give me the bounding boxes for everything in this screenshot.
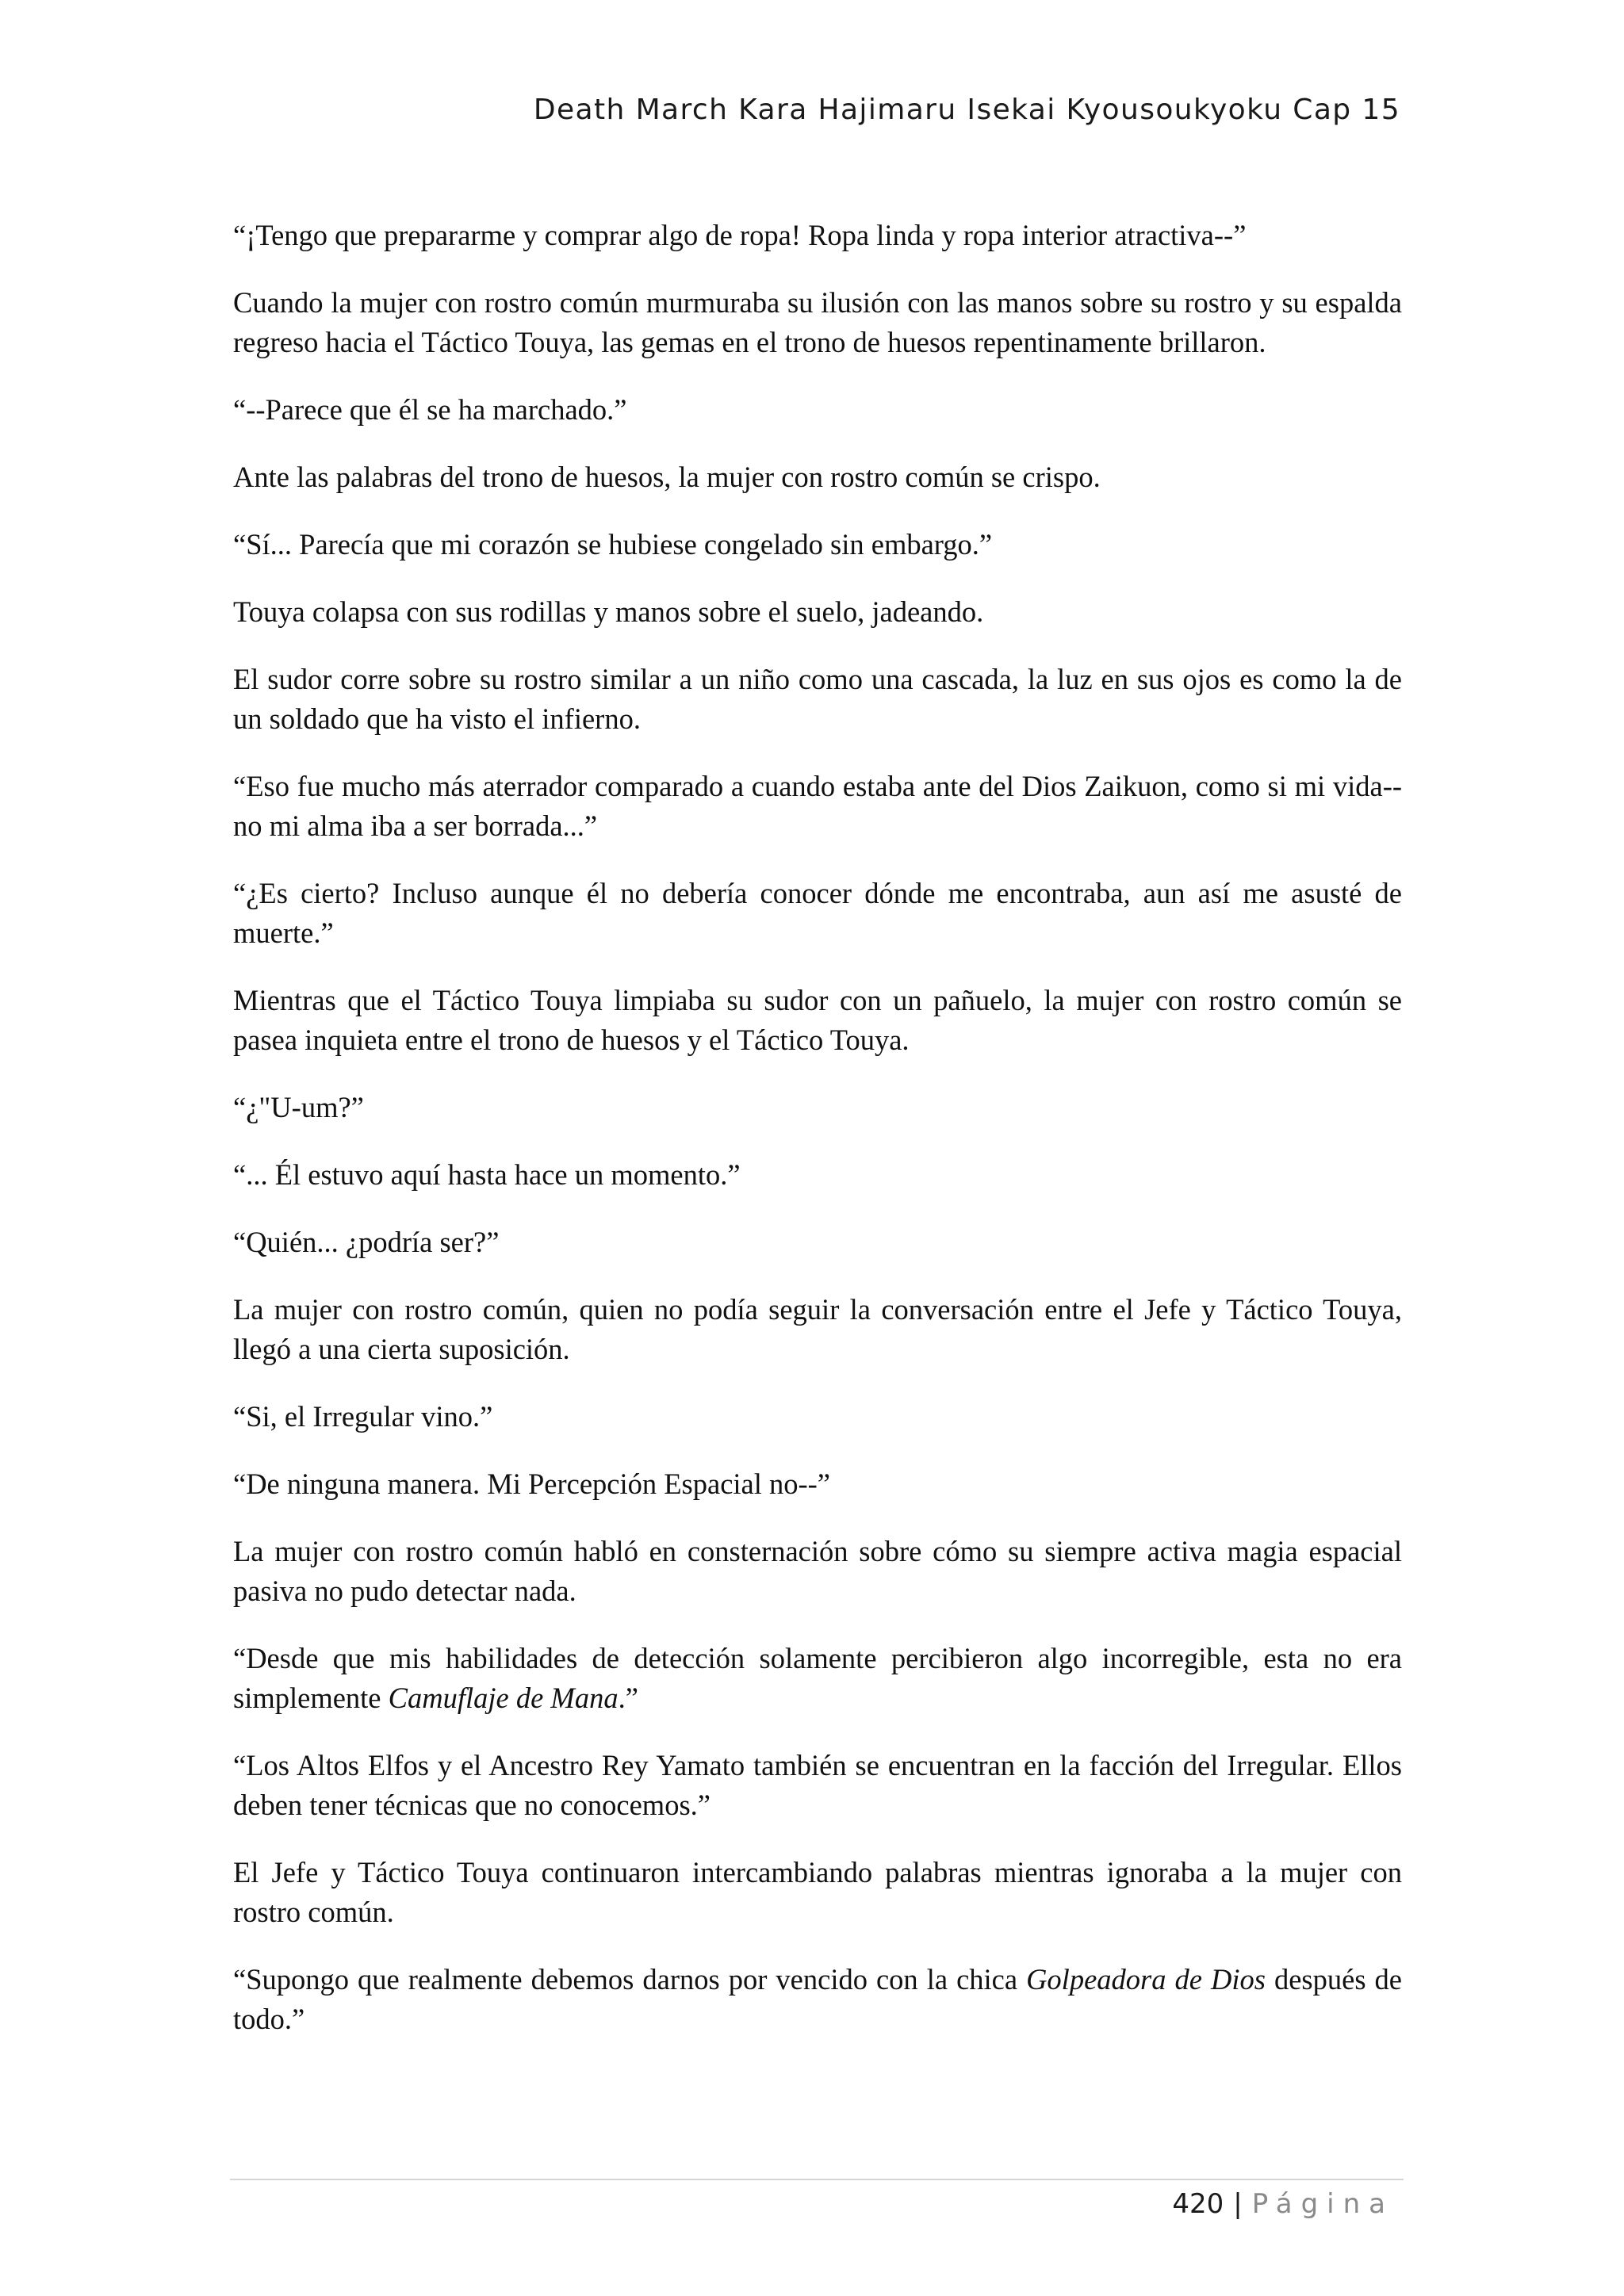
paragraph bbox=[233, 874, 1402, 953]
paragraph bbox=[233, 660, 1402, 739]
paragraph bbox=[233, 457, 1402, 497]
paragraph bbox=[233, 525, 1402, 564]
paragraph bbox=[233, 1464, 1402, 1504]
text-segment: “¿Es cierto? Incluso aunque él no debería conocer dónde me encontraba, aun así me asusté de muerte.” bbox=[233, 877, 1402, 949]
text-segment: “--Parece que él se ha marchado.” bbox=[233, 393, 627, 426]
footer-separator: | bbox=[1233, 2188, 1243, 2220]
paragraph bbox=[233, 1397, 1402, 1437]
paragraph bbox=[233, 1639, 1402, 1718]
text-segment: “Los Altos Elfos y el Ancestro Rey Yamato también se encuentran en la facción del Irregular. Ellos deben tener técnicas que no conocemos.” bbox=[233, 1749, 1402, 1821]
paragraph bbox=[233, 1223, 1402, 1262]
paragraph bbox=[233, 592, 1402, 632]
text-segment: “... Él estuvo aquí hasta hace un momento.” bbox=[233, 1158, 741, 1191]
text-segment: “Supongo que realmente debemos darnos por vencido con la chica bbox=[233, 1963, 1027, 1996]
text-segment: Ante las palabras del trono de huesos, la mujer con rostro común se crispo. bbox=[233, 461, 1101, 493]
paragraph bbox=[233, 283, 1402, 362]
text-segment: “¿"U-um?” bbox=[233, 1091, 364, 1123]
paragraph bbox=[233, 1853, 1402, 1932]
text-segment: La mujer con rostro común, quien no podía seguir la conversación entre el Jefe y Táctico Touya, llegó a una cierta suposición. bbox=[233, 1293, 1402, 1365]
paragraph bbox=[233, 1532, 1402, 1611]
italic-term: Golpeadora de Dios bbox=[1026, 1963, 1266, 1996]
paragraph bbox=[233, 1290, 1402, 1369]
text-segment: “Eso fue mucho más aterrador comparado a cuando estaba ante del Dios Zaikuon, como si mi vida--no mi alma iba a ser borrada...” bbox=[233, 770, 1402, 842]
text-segment: “De ninguna manera. Mi Percepción Espacial no--” bbox=[233, 1468, 831, 1500]
text-segment: Cuando la mujer con rostro común murmuraba su ilusión con las manos sobre su rostro y su espalda regreso hacia el Táctico Touya, las gemas en el trono de huesos repentinamente brillaron. bbox=[233, 286, 1402, 358]
text-segment: El sudor corre sobre su rostro similar a un niño como una cascada, la luz en sus ojos es como la de un soldado que ha visto el infierno. bbox=[233, 663, 1402, 735]
paragraph bbox=[233, 767, 1402, 846]
text-segment: “¡Tengo que prepararme y comprar algo de ropa! Ropa linda y ropa interior atractiva--” bbox=[233, 219, 1247, 251]
text-segment: “Sí... Parecía que mi corazón se hubiese congelado sin embargo.” bbox=[233, 528, 993, 561]
text-segment: Mientras que el Táctico Touya limpiaba su sudor con un pañuelo, la mujer con rostro común se pasea inquieta entre el trono de huesos y el Táctico Touya. bbox=[233, 984, 1402, 1056]
body-text bbox=[233, 216, 1402, 2067]
paragraph bbox=[233, 1960, 1402, 2039]
italic-term: Camuflaje de Mana bbox=[388, 1682, 619, 1714]
text-segment: “Quién... ¿podría ser?” bbox=[233, 1226, 500, 1258]
text-segment: La mujer con rostro común habló en consternación sobre cómo su siempre activa magia espacial pasiva no pudo detectar nada. bbox=[233, 1535, 1402, 1607]
text-segment: después de todo.” bbox=[233, 1963, 1402, 2035]
paragraph bbox=[233, 981, 1402, 1060]
paragraph bbox=[233, 1088, 1402, 1127]
paragraph bbox=[233, 1155, 1402, 1195]
paragraph bbox=[233, 390, 1402, 430]
page-label: Página bbox=[1251, 2188, 1394, 2220]
page-number: 420 bbox=[1172, 2188, 1224, 2220]
running-header: Death March Kara Hajimaru Isekai Kyousoukyoku Cap 15 bbox=[533, 94, 1400, 126]
text-segment: “Desde que mis habilidades de detección solamente percibieron algo incorregible, esta no era simplemente bbox=[233, 1642, 1402, 1714]
paragraph bbox=[233, 216, 1402, 255]
paragraph bbox=[233, 1746, 1402, 1825]
footer-rule bbox=[230, 2179, 1404, 2180]
text-segment: Touya colapsa con sus rodillas y manos sobre el suelo, jadeando. bbox=[233, 595, 984, 628]
page-footer bbox=[1172, 2188, 1394, 2220]
text-segment: .” bbox=[618, 1682, 638, 1714]
text-segment: El Jefe y Táctico Touya continuaron intercambiando palabras mientras ignoraba a la mujer con rostro común. bbox=[233, 1856, 1402, 1928]
text-segment: “Si, el Irregular vino.” bbox=[233, 1400, 493, 1433]
